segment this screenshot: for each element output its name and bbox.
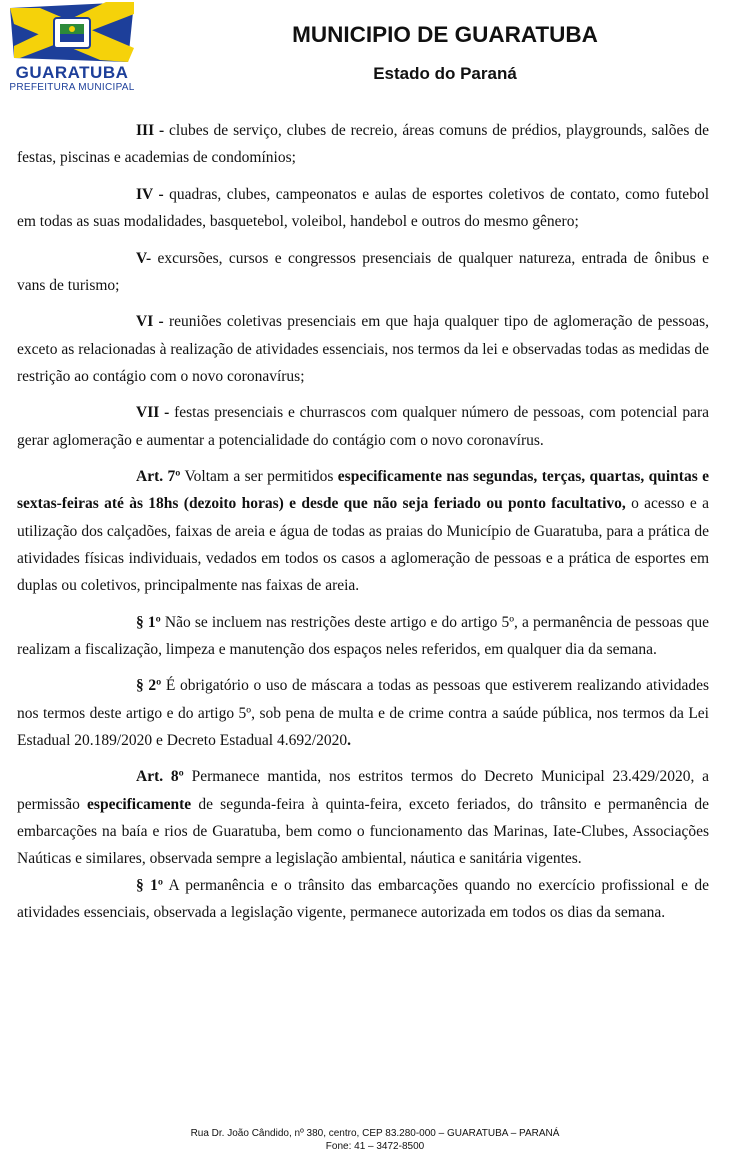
logo-name: GUARATUBA bbox=[15, 63, 129, 82]
paragraph-text: o acesso e a utilização dos calçadões, faixas de areia e água de todas as praias do Município de Guaratuba, para a prática de atividades físicas individuais, vedados em todos os casos a aglomeração de pessoas e a prática de esportes em duplas ou coletivos, principalmente nas faixas de areia. bbox=[17, 495, 709, 594]
paragraph-text: Voltam a ser permitidos bbox=[180, 468, 338, 486]
article-8 bbox=[17, 763, 709, 872]
item-number: V- bbox=[136, 249, 152, 267]
article-7-section-2 bbox=[17, 672, 709, 754]
article-8-section-1 bbox=[17, 872, 709, 926]
item-number: VI - bbox=[136, 313, 164, 331]
paragraph-vi bbox=[17, 308, 709, 390]
paragraph-v bbox=[17, 245, 709, 299]
page-footer bbox=[0, 1127, 750, 1153]
paragraph-text: clubes de serviço, clubes de recreio, áreas comuns de prédios, playgrounds, salões de festas, piscinas e academias de condomínios; bbox=[17, 122, 709, 167]
paragraph-text: É obrigatório o uso de máscara a todas as pessoas que estiverem realizando atividades nos termos deste artigo e do artigo 5º, sob pena de multa e de crime contra a saúde pública, nos termos da Lei Estadual 20.189/2020 e Decreto Estadual 4.692/2020 bbox=[17, 677, 709, 749]
article-number: Art. 8º bbox=[136, 768, 184, 786]
item-number: VII - bbox=[136, 404, 170, 422]
article-7-section-1 bbox=[17, 609, 709, 663]
item-number: IV - bbox=[136, 185, 164, 203]
document-body bbox=[17, 117, 709, 936]
section-number: § 2º bbox=[136, 677, 162, 695]
section-number: § 1º bbox=[136, 613, 161, 631]
paragraph-end: . bbox=[347, 731, 352, 749]
paragraph-text: de segunda-feira à quinta-feira, exceto feriados, do trânsito e permanência de embarcações na baía e rios de Guaratuba, bem como o funcionamento das Marinas, Iate-Clubes, Associações Naúticas e similares, observada sempre a legislação ambiental, náutica e sanitária vigentes. bbox=[17, 795, 709, 867]
article-number: Art. 7º bbox=[136, 468, 181, 486]
paragraph-text: festas presenciais e churrascos com qualquer número de pessoas, com potencial para gerar aglomeração e aumentar a potencialidade do contágio com o novo coronavírus. bbox=[17, 404, 709, 449]
page-title: MUNICIPIO DE GUARATUBA bbox=[292, 22, 598, 47]
paragraph-text: Não se incluem nas restrições deste artigo e do artigo 5º, a permanência de pessoas que realizam a fiscalização, limpeza e manutenção dos espaços neles referidos, em qualquer dia da semana. bbox=[17, 613, 709, 658]
article-7 bbox=[17, 463, 709, 599]
municipality-logo bbox=[8, 2, 136, 96]
paragraph-iv bbox=[17, 181, 709, 235]
paragraph-vii bbox=[17, 399, 709, 453]
page-header bbox=[0, 0, 750, 100]
paragraph-text: quadras, clubes, campeonatos e aulas de esportes coletivos de contato, como futebol em todas as suas modalidades, basquetebol, voleibol, handebol e outros do mesmo gênero; bbox=[17, 185, 709, 230]
flag-emblem-icon bbox=[10, 2, 134, 64]
paragraph-text: A permanência e o trânsito das embarcações quando no exercício profissional e de atividades essenciais, observada a legislação vigente, permanece autorizada em todos os dias da semana. bbox=[17, 877, 709, 922]
footer-phone: Fone: 41 – 3472-8500 bbox=[325, 1141, 425, 1152]
item-number: III - bbox=[136, 122, 165, 139]
paragraph-iii bbox=[17, 117, 709, 171]
paragraph-emphasis: especificamente bbox=[87, 795, 192, 813]
paragraph-text: Permanece mantida, nos estritos termos do Decreto Municipal 23.429/2020, a permissão bbox=[17, 768, 709, 813]
section-number: § 1º bbox=[136, 877, 163, 895]
paragraph-text: reuniões coletivas presenciais em que haja qualquer tipo de aglomeração de pessoas, exceto as relacionadas à realização de atividades essenciais, nos termos da lei e observadas todas as medidas de restrição ao contágio com o novo coronavírus; bbox=[17, 313, 709, 385]
logo-subtitle: PREFEITURA MUNICIPAL bbox=[9, 82, 135, 93]
paragraph-emphasis: especificamente nas segundas, terças, quartas, quintas e sextas-feiras até às 18hs (dezoito horas) e desde que não seja feriado ou ponto facultativo, bbox=[17, 468, 710, 513]
page-subtitle: Estado do Paraná bbox=[373, 64, 517, 83]
paragraph-text: excursões, cursos e congressos presenciais de qualquer natureza, entrada de ônibus e vans de turismo; bbox=[17, 249, 709, 294]
footer-address: Rua Dr. João Cândido, nº 380, centro, CEP 83.280-000 – GUARATUBA – PARANÁ bbox=[190, 1128, 560, 1139]
